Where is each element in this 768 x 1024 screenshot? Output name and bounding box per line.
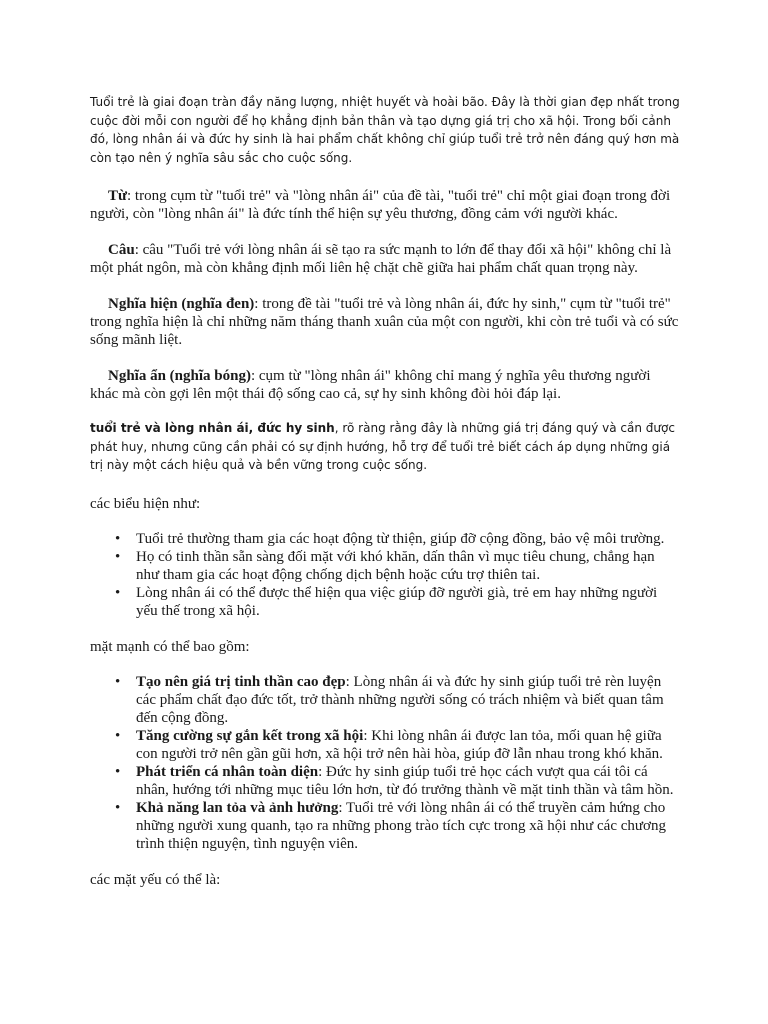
strengths-heading: mặt mạnh có thể bao gồm:: [90, 639, 250, 655]
item-text: : Đức hy sinh giúp tuổi trẻ học cách vượt qua cái tôi cá nhân, hướng tới những mục tiêu lớn hơn, từ đó trưởng thành về mặt tinh thần và tâm hồn.: [136, 764, 674, 798]
item-term: Khả năng lan tỏa và ảnh hưởng: [136, 800, 339, 816]
analysis-term: Câu: [108, 242, 135, 258]
list-item: [90, 673, 680, 727]
item-text: : Khi lòng nhân ái được lan tỏa, mối quan hệ giữa con người trở nên gần gũi hơn, xã hội trở nên hài hòa, giúp đỡ lẫn nhau trong khó khăn.: [136, 728, 663, 762]
summary-text: , rõ ràng rằng đây là những giá trị đáng quý và cần được phát huy, nhưng cũng cần phải có sự định hướng, hỗ trợ để tuổi trẻ biết cách áp dụng những giá trị này một cách hiệu quả và bền vững trong cuộc sống.: [90, 421, 675, 472]
list-item: [90, 763, 680, 799]
list-item: [90, 799, 680, 853]
item-term: Tăng cường sự gắn kết trong xã hội: [136, 728, 364, 744]
item-term: Phát triển cá nhân toàn diện: [136, 764, 319, 780]
item-term: Tạo nên giá trị tinh thần cao đẹp: [136, 674, 346, 690]
list-item: • Tuổi trẻ thường tham gia các hoạt động từ thiện, giúp đỡ cộng đồng, bảo vệ môi trường.: [90, 530, 680, 548]
analysis-text: : câu "Tuổi trẻ với lòng nhân ái sẽ tạo ra sức mạnh to lớn để thay đổi xã hội" không chỉ là một phát ngôn, mà còn khẳng định mối liên hệ chặt chẽ giữa hai phẩm chất quan trọng này.: [90, 242, 672, 276]
item-text: : Tuổi trẻ với lòng nhân ái có thể truyền cảm hứng cho những người xung quanh, tạo ra những phong trào tích cực trong xã hội như các chương trình thiện nguyện, tình nguyện viên.: [136, 800, 666, 852]
analysis-word: [90, 187, 680, 223]
weaknesses-heading: các mặt yếu có thể là:: [90, 872, 221, 888]
analysis-text: : trong đề tài "tuổi trẻ và lòng nhân ái, đức hy sinh," cụm từ "tuổi trẻ" trong nghĩa hiện là chỉ những năm tháng thanh xuân của một con người, khi còn trẻ tuổi và có sức sống mãnh liệt.: [90, 296, 679, 348]
list-item: [90, 727, 680, 763]
summary-lead: tuổi trẻ và lòng nhân ái, đức hy sinh: [90, 421, 335, 435]
analysis-text: : trong cụm từ "tuổi trẻ" và "lòng nhân ái" của đề tài, "tuổi trẻ" chỉ một giai đoạn trong đời người, còn "lòng nhân ái" là đức tính thể hiện sự yêu thương, đồng cảm với người khác.: [90, 188, 671, 222]
analysis-figurative: [90, 367, 680, 403]
analysis-literal: [90, 295, 680, 349]
analysis-term: Từ: [108, 188, 128, 204]
analysis-sentence: [90, 241, 680, 277]
list-item: • Họ có tinh thần sẵn sàng đối mặt với khó khăn, dấn thân vì mục tiêu chung, chẳng hạn như tham gia các hoạt động chống dịch bệnh hoặc cứu trợ thiên tai.: [90, 548, 680, 584]
strengths-list: [90, 673, 680, 853]
expressions-list: [90, 530, 680, 620]
item-text: : Lòng nhân ái và đức hy sinh giúp tuổi trẻ rèn luyện các phẩm chất đạo đức tốt, trở thành những người sống có trách nhiệm và biết quan tâm đến cộng đồng.: [136, 674, 664, 726]
expressions-heading: các biểu hiện như:: [90, 496, 201, 512]
list-item: • Lòng nhân ái có thể được thể hiện qua việc giúp đỡ người già, trẻ em hay những người yếu thế trong xã hội.: [90, 584, 680, 620]
analysis-text: : cụm từ "lòng nhân ái" không chỉ mang ý nghĩa yêu thương người khác mà còn gợi lên một thái độ sống cao cả, sự hy sinh không đòi hỏi đáp lại.: [90, 368, 651, 402]
intro-paragraph: Tuổi trẻ là giai đoạn tràn đầy năng lượng, nhiệt huyết và hoài bão. Đây là thời gian đẹp nhất trong cuộc đời mỗi con người để họ khẳng định bản thân và tạo dựng giá trị cho xã hội. Trong bối cảnh đó, lòng nhân ái và đức hy sinh là hai phẩm chất không chỉ giúp tuổi trẻ trở nên đáng quý hơn mà còn tạo nên ý nghĩa sâu sắc cho cuộc sống.: [90, 95, 680, 165]
analysis-term: Nghĩa hiện (nghĩa đen): [108, 296, 255, 312]
analysis-term: Nghĩa ẩn (nghĩa bóng): [108, 368, 251, 384]
summary-paragraph: [90, 419, 680, 475]
